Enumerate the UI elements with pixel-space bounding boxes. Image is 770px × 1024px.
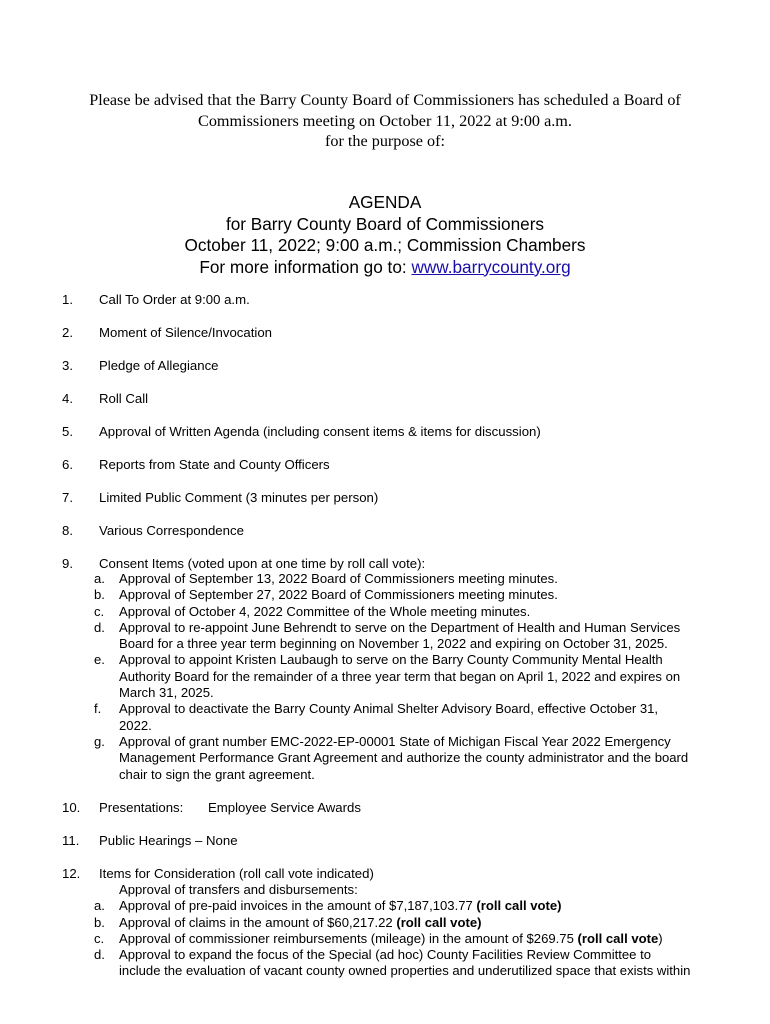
consideration-text: Approval of commissioner reimbursements (mileage) in the amount of $269.75 xyxy=(119,930,578,946)
item-text: Public Hearings – None xyxy=(99,833,238,848)
consent-item-c xyxy=(94,604,734,620)
vote-note: (roll call vote) xyxy=(476,898,562,914)
consent-text: Board for a three year term beginning on November 1, 2022 and expiring on October 31, 2025. xyxy=(119,636,668,652)
consideration-text: Approval of claims in the amount of $60,217.22 xyxy=(119,914,397,930)
notice-line: Please be advised that the Barry County Board of Commissioners has scheduled a Board of xyxy=(89,91,681,109)
consent-item-b xyxy=(94,587,734,603)
item-number: 5. xyxy=(62,424,73,439)
consent-text: Authority Board for the remainder of a three year term that began on April 1, 2022 and expires on xyxy=(119,668,681,684)
consent-text: March 31, 2025. xyxy=(119,685,214,701)
consent-text: Approval of September 13, 2022 Board of Commissioners meeting minutes. xyxy=(119,571,558,586)
vote-note: (roll call vote) xyxy=(396,914,482,930)
item-letter: c. xyxy=(94,930,105,946)
item-text: Roll Call xyxy=(99,391,149,406)
closing-paren: ) xyxy=(658,930,663,946)
item-letter: c. xyxy=(94,603,105,619)
website-link[interactable]: www.barrycounty.org xyxy=(411,256,571,277)
item-number: 6. xyxy=(62,457,73,472)
presentation-topic: Employee Service Awards xyxy=(208,800,361,815)
consent-text: Approval to re-appoint June Behrendt to serve on the Department of Health and Human Services xyxy=(119,619,681,635)
item-letter: f. xyxy=(94,701,102,717)
item-number: 3. xyxy=(62,358,73,373)
item-text: Reports from State and County Officers xyxy=(99,457,330,472)
item-letter: a. xyxy=(94,898,105,914)
item-number: 9. xyxy=(62,556,73,571)
notice-line: for the purpose of: xyxy=(324,132,446,150)
consent-text: Management Performance Grant Agreement and authorize the county administrator and the board xyxy=(119,750,689,766)
item-letter: a. xyxy=(94,571,105,586)
item-number: 7. xyxy=(62,490,73,505)
consideration-item-d xyxy=(94,947,734,963)
consent-text: chair to sign the grant agreement. xyxy=(119,766,315,782)
item-number: 12. xyxy=(62,866,81,881)
agenda-datetime: October 11, 2022; 9:00 a.m.; Commission Chambers xyxy=(184,235,586,255)
consent-item-f xyxy=(94,701,734,717)
item-text: Limited Public Comment (3 minutes per person) xyxy=(99,490,379,505)
item-text: Approval of Written Agenda (including consent items & items for discussion) xyxy=(99,424,541,439)
item-text: Pledge of Allegiance xyxy=(99,358,219,373)
consent-items xyxy=(94,571,734,783)
item-letter: g. xyxy=(94,733,105,749)
consideration-text: include the evaluation of vacant county owned properties and underutilized space that exists within xyxy=(119,963,691,979)
consent-item-a xyxy=(94,571,734,587)
item-text: Moment of Silence/Invocation xyxy=(99,325,272,340)
notice-line: Commissioners meeting on October 11, 2022 at 9:00 a.m. xyxy=(198,111,572,130)
consent-item-d xyxy=(94,620,734,636)
consent-item-g xyxy=(94,734,734,750)
item-text: Items for Consideration (roll call vote indicated) xyxy=(99,866,374,881)
item-number: 1. xyxy=(62,292,73,307)
consideration-intro: Approval of transfers and disbursements: xyxy=(119,882,358,897)
consent-text: Approval of September 27, 2022 Board of Commissioners meeting minutes. xyxy=(119,587,558,603)
consent-text: Approval of grant number EMC-2022-EP-00001 State of Michigan Fiscal Year 2022 Emergency xyxy=(119,733,671,749)
consent-text: Approval to appoint Kristen Laubaugh to serve on the Barry County Community Mental Health xyxy=(119,652,663,668)
consideration-text: Approval to expand the focus of the Special (ad hoc) County Facilities Review Committee to xyxy=(119,947,652,963)
agenda-title: AGENDA xyxy=(348,192,422,212)
consent-text: Approval to deactivate the Barry County Animal Shelter Advisory Board, effective October 31, xyxy=(119,701,659,717)
consent-text: Approval of October 4, 2022 Committee of the Whole meeting minutes. xyxy=(119,603,531,619)
consideration-text: Approval of pre-paid invoices in the amount of $7,187,103.77 xyxy=(119,898,477,914)
consent-text: 2022. xyxy=(119,717,152,733)
item-text: Presentations: xyxy=(99,800,184,815)
info-prefix: For more information go to: xyxy=(199,256,412,277)
item-number: 11. xyxy=(62,833,80,848)
agenda-subtitle: for Barry County Board of Commissioners xyxy=(225,213,545,234)
consideration-item-c xyxy=(94,931,734,947)
item-letter: d. xyxy=(94,947,105,963)
item-text: Call To Order at 9:00 a.m. xyxy=(99,292,250,307)
consideration-items xyxy=(94,882,734,980)
item-letter: e. xyxy=(94,652,105,668)
item-number: 4. xyxy=(62,391,73,406)
item-letter: d. xyxy=(94,619,105,635)
item-letter: b. xyxy=(94,587,105,603)
item-letter: b. xyxy=(94,914,105,930)
item-number: 2. xyxy=(62,325,73,340)
vote-note: (roll call vote xyxy=(577,930,659,946)
consideration-item-b xyxy=(94,915,734,931)
item-number: 10. xyxy=(62,800,81,815)
item-text: Various Correspondence xyxy=(99,523,244,538)
item-text: Consent Items (voted upon at one time by roll call vote): xyxy=(99,556,426,571)
item-number: 8. xyxy=(62,523,73,538)
consideration-item-a xyxy=(94,898,734,914)
consent-item-e xyxy=(94,652,734,668)
